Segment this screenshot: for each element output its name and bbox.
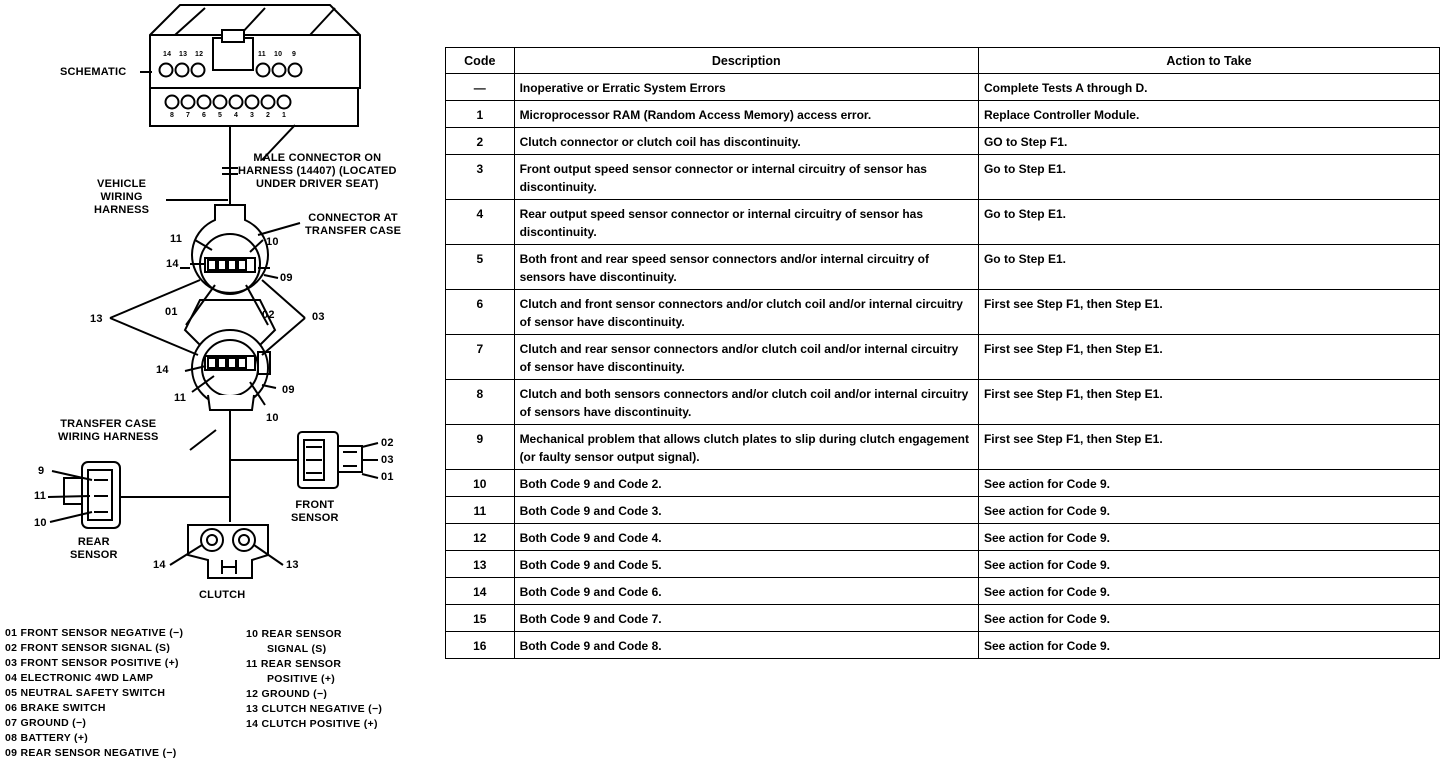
legend-item: POSITIVE (+) <box>267 673 336 685</box>
lower-transfer-connector <box>192 330 270 410</box>
vehicle-wiring-harness-label: VEHICLE WIRING HARNESS <box>94 178 150 216</box>
bottom-pin-5: 5 <box>218 112 223 119</box>
clutch-pin-13: 13 <box>286 559 299 571</box>
cell-description: Both Code 9 and Code 7. <box>514 605 978 632</box>
callout-09-upper: 09 <box>280 272 293 284</box>
front-sensor-label: FRONT SENSOR <box>291 499 339 524</box>
cell-code: 7 <box>446 335 515 380</box>
cell-action: See action for Code 9. <box>978 632 1439 659</box>
table-row <box>446 497 1440 524</box>
cell-code: 5 <box>446 245 515 290</box>
legend-item: 04 ELECTRONIC 4WD LAMP <box>5 672 154 684</box>
header-description: Description <box>514 48 978 74</box>
callout-11-upper: 11 <box>170 233 183 245</box>
cell-description: Clutch connector or clutch coil has discontinuity. <box>514 128 978 155</box>
cell-description: Microprocessor RAM (Random Access Memory) access error. <box>514 101 978 128</box>
cell-action: See action for Code 9. <box>978 605 1439 632</box>
clutch-label: CLUTCH <box>199 589 246 601</box>
cell-code: — <box>446 74 515 101</box>
top-pin-13: 13 <box>179 51 188 58</box>
rear-sensor-label: REAR SENSOR <box>70 536 118 561</box>
rear-pin-11: 11 <box>34 490 47 502</box>
table-row <box>446 200 1440 245</box>
table-row <box>446 578 1440 605</box>
cell-code: 14 <box>446 578 515 605</box>
cell-code: 16 <box>446 632 515 659</box>
legend-item: 13 CLUTCH NEGATIVE (−) <box>246 703 383 715</box>
callout-10-upper: 10 <box>266 236 279 248</box>
diagnostic-code-table <box>445 47 1440 659</box>
bottom-pin-1: 1 <box>282 112 287 119</box>
pin-legend-left <box>5 626 183 761</box>
cell-code: 15 <box>446 605 515 632</box>
top-pin-14: 14 <box>163 51 172 58</box>
legend-item: 14 CLUTCH POSITIVE (+) <box>246 718 378 730</box>
cell-code: 3 <box>446 155 515 200</box>
cell-code: 6 <box>446 290 515 335</box>
table-row <box>446 632 1440 659</box>
cell-action: Complete Tests A through D. <box>978 74 1439 101</box>
cell-action: Replace Controller Module. <box>978 101 1439 128</box>
legend-item: 01 FRONT SENSOR NEGATIVE (−) <box>5 627 184 639</box>
legend-item: 02 FRONT SENSOR SIGNAL (S) <box>5 642 171 654</box>
front-pin-02: 02 <box>381 437 394 449</box>
legend-item: SIGNAL (S) <box>267 643 327 655</box>
table-row <box>446 470 1440 497</box>
cell-action: Go to Step E1. <box>978 200 1439 245</box>
cell-action: GO to Step F1. <box>978 128 1439 155</box>
bottom-pin-3: 3 <box>250 112 255 119</box>
cell-action: Go to Step E1. <box>978 155 1439 200</box>
bottom-pin-7: 7 <box>186 112 191 119</box>
clutch-pin-14: 14 <box>153 559 166 571</box>
front-pin-01: 01 <box>381 471 394 483</box>
cell-code: 10 <box>446 470 515 497</box>
table-row <box>446 74 1440 101</box>
legend-item: 06 BRAKE SWITCH <box>5 702 106 714</box>
callout-10-lower: 10 <box>266 412 279 424</box>
cell-action: See action for Code 9. <box>978 551 1439 578</box>
cell-code: 8 <box>446 380 515 425</box>
cell-code: 11 <box>446 497 515 524</box>
callout-02: 02 <box>262 309 275 321</box>
cell-description: Both Code 9 and Code 8. <box>514 632 978 659</box>
cell-action: First see Step F1, then Step E1. <box>978 335 1439 380</box>
callout-14-lower: 14 <box>156 364 169 376</box>
callout-09-lower: 09 <box>282 384 295 396</box>
front-sensor-connector <box>298 432 378 488</box>
cell-description: Clutch and front sensor connectors and/or clutch coil and/or internal circuitry of sensor have discontinuity. <box>514 290 978 335</box>
schematic-label: SCHEMATIC <box>60 66 127 78</box>
cell-description: Both Code 9 and Code 2. <box>514 470 978 497</box>
cell-description: Inoperative or Erratic System Errors <box>514 74 978 101</box>
table-row <box>446 551 1440 578</box>
cell-description: Both Code 9 and Code 4. <box>514 524 978 551</box>
upper-transfer-connector <box>180 205 270 294</box>
table-row <box>446 101 1440 128</box>
bottom-pin-6: 6 <box>202 112 207 119</box>
cell-action: Go to Step E1. <box>978 245 1439 290</box>
table-row <box>446 290 1440 335</box>
cell-action: See action for Code 9. <box>978 578 1439 605</box>
legend-item: 03 FRONT SENSOR POSITIVE (+) <box>5 657 179 669</box>
cell-description: Mechanical problem that allows clutch plates to slip during clutch engagement (or faulty sensor output signal). <box>514 425 978 470</box>
table-row <box>446 245 1440 290</box>
rear-sensor-connector <box>48 462 120 528</box>
table-header-row <box>446 48 1440 74</box>
male-connector-label: MALE CONNECTOR ON HARNESS (14407) (LOCATED UNDER DRIVER SEAT) <box>238 152 397 190</box>
callout-11-lower: 11 <box>174 392 187 404</box>
header-code: Code <box>446 48 515 74</box>
top-pin-11: 11 <box>258 51 266 58</box>
top-pin-12: 12 <box>195 51 204 58</box>
bottom-pin-2: 2 <box>266 112 271 119</box>
legend-item: 12 GROUND (−) <box>246 688 328 700</box>
cell-code: 2 <box>446 128 515 155</box>
wiring-diagram <box>0 0 440 760</box>
rear-pin-9: 9 <box>38 465 45 477</box>
cell-code: 9 <box>446 425 515 470</box>
legend-item: 09 REAR SENSOR NEGATIVE (−) <box>5 747 177 759</box>
top-pin-10: 10 <box>274 51 283 58</box>
callout-14-upper: 14 <box>166 258 179 270</box>
cell-description: Both Code 9 and Code 6. <box>514 578 978 605</box>
callout-03: 03 <box>312 311 325 323</box>
cell-code: 1 <box>446 101 515 128</box>
callout-13: 13 <box>90 313 103 325</box>
cell-action: First see Step F1, then Step E1. <box>978 425 1439 470</box>
cell-code: 13 <box>446 551 515 578</box>
legend-item: 10 REAR SENSOR <box>246 628 342 640</box>
connector-at-transfer-case-label: CONNECTOR AT TRANSFER CASE <box>305 212 402 237</box>
table-row <box>446 425 1440 470</box>
rear-pin-10: 10 <box>34 517 47 529</box>
schematic-connector <box>150 5 360 126</box>
cell-description: Rear output speed sensor connector or internal circuitry of sensor has discontinuity. <box>514 200 978 245</box>
cell-description: Both front and rear speed sensor connectors and/or internal circuitry of sensors have discontinuity. <box>514 245 978 290</box>
cell-action: First see Step F1, then Step E1. <box>978 290 1439 335</box>
cell-action: See action for Code 9. <box>978 497 1439 524</box>
table-row <box>446 605 1440 632</box>
cell-description: Clutch and rear sensor connectors and/or clutch coil and/or internal circuitry of sensor have discontinuity. <box>514 335 978 380</box>
cell-action: See action for Code 9. <box>978 524 1439 551</box>
top-pin-9: 9 <box>292 51 297 58</box>
pin-legend-right <box>246 627 382 732</box>
front-pin-03: 03 <box>381 454 394 466</box>
bottom-pin-8: 8 <box>170 112 175 119</box>
clutch-connector <box>170 515 283 578</box>
header-action: Action to Take <box>978 48 1439 74</box>
table-row <box>446 380 1440 425</box>
cell-description: Front output speed sensor connector or internal circuitry of sensor has discontinuity. <box>514 155 978 200</box>
table-row <box>446 155 1440 200</box>
legend-item: 08 BATTERY (+) <box>5 732 89 744</box>
cell-action: First see Step F1, then Step E1. <box>978 380 1439 425</box>
legend-item: 05 NEUTRAL SAFETY SWITCH <box>5 687 166 699</box>
table-row <box>446 524 1440 551</box>
cell-code: 12 <box>446 524 515 551</box>
legend-item: 07 GROUND (−) <box>5 717 87 729</box>
table-row <box>446 335 1440 380</box>
bottom-pin-4: 4 <box>234 112 239 119</box>
legend-item: 11 REAR SENSOR <box>246 658 342 670</box>
callout-01: 01 <box>165 306 178 318</box>
cell-description: Both Code 9 and Code 5. <box>514 551 978 578</box>
cell-code: 4 <box>446 200 515 245</box>
table-row <box>446 128 1440 155</box>
transfer-case-wiring-harness-label: TRANSFER CASE WIRING HARNESS <box>58 418 159 443</box>
cell-description: Clutch and both sensors connectors and/or clutch coil and/or internal circuitry of sensors have discontinuity. <box>514 380 978 425</box>
cell-action: See action for Code 9. <box>978 470 1439 497</box>
cell-description: Both Code 9 and Code 3. <box>514 497 978 524</box>
